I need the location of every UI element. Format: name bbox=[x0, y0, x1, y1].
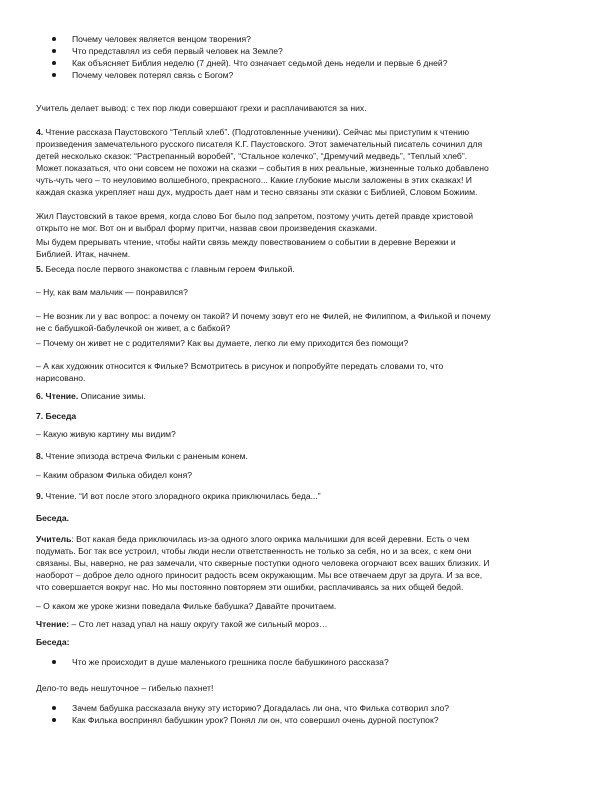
question-horse: – Каким образом Филька обидел коня? bbox=[36, 470, 193, 480]
reading-frost: Чтение: – Сто лет назад упал на нашу округу такой же сильный мороз… bbox=[36, 619, 328, 629]
list-item: Как объясняет Библия неделю (7 дней). Что означает седьмой день недели и первые 6 дней? bbox=[36, 57, 576, 69]
conversation-heading: Беседа. bbox=[36, 513, 70, 523]
question-picture: – Какую живую картину мы видим? bbox=[36, 429, 176, 439]
section-number: 4. bbox=[36, 127, 44, 137]
question-why-filka: – Не возник ли у вас вопрос: а почему он такой? И почему зовут его не Филей, не Филиппом, а Филькой и почему не с бабушкой-бабулечкой он живет, а с бабкой? bbox=[36, 311, 491, 333]
question-lesson: – О каком же уроке жизни поведала Фильке бабушка? Давайте прочитаем. bbox=[36, 601, 337, 611]
section-5-conversation: 5. Беседа после первого знакомства с главным героем Филькой. bbox=[36, 264, 295, 274]
list-item: Зачем бабушка рассказала внуку эту историю? Догадалась ли она, что Филька сотворил зло? bbox=[36, 702, 576, 714]
section-8-reading: 8. Чтение эпизода встреча Фильки с раненым конем. bbox=[36, 451, 248, 461]
bullet-list-sinner bbox=[36, 656, 576, 668]
section-6-reading: 6. Чтение. Описание зимы. bbox=[36, 391, 146, 401]
section-4-paustovsky: 4. Чтение рассказа Паустовского “Теплый хлеб”. (Подготовленные ученики). Сейчас мы приступим к чтению произведения замечательного русского писателя К.Г. Паустовского. Этот замечательный писатель сочинил для детей несколько сказок: “Растрепанный воробей”, “Стальное колечко”, “Дремучий медведь”, “Теплый хлеб”. Может показаться, что они совсем не похожи на сказки – события в них реальные, жизненные только добавлено чуть-чуть чего – то неуловимо волшебного, прекрасного... Какие глубокие мысли заложены в этих сказках! И каждая сказка укрепляет наш дух, мудрость дает нам и тесно связаны эти сказки с Библией, Словом Божиим. bbox=[36, 127, 489, 197]
list-item: Что представлял из себя первый человек на Земле? bbox=[36, 45, 576, 57]
paragraph-deadly-serious: Дело-то ведь нешуточное – гибелью пахнет! bbox=[36, 683, 214, 693]
section-9-reading: 9. Чтение. “И вот после этого злорадного окрика приключилась беда...” bbox=[36, 491, 321, 501]
paragraph-paustovsky-time: Жил Паустовский в такое время, когда слово Бог было под запретом, поэтому учить детей правде христовой открыто не мог. Вот он и выбрал форму притчи, назвав свои произведения сказками. bbox=[36, 211, 474, 233]
conversation-heading-2: Беседа: bbox=[36, 637, 70, 647]
list-item: Что же происходит в душе маленького грешника после бабушкиного рассказа? bbox=[36, 656, 576, 668]
list-item: Почему человек является венцом творения? bbox=[36, 33, 576, 45]
teacher-conclusion: Учитель делает вывод: с тех пор люди совершают грехи и расплачиваются за них. bbox=[36, 103, 367, 113]
bullet-list-final bbox=[36, 702, 576, 726]
bullet-list-questions bbox=[36, 33, 576, 81]
list-item: Почему человек потерял связь с Богом? bbox=[36, 69, 576, 81]
list-item: Как Филька воспринял бабушкин урок? Понял ли он, что совершил очень дурной поступок? bbox=[36, 714, 576, 726]
question-boy: – Ну, как вам мальчик — понравился? bbox=[36, 287, 188, 297]
teacher-paragraph: Учитель: Вот какая беда приключилась из-за одного злого окрика мальчишки для всей деревни. Есть о чем подумать. Бог так все устроил, чтобы люди несли ответственность не только за себя, но и за всех, с кем они связаны. Вы, наверно, не раз замечали, что скверные поступки одного человека огорчают всех ваших близких. И наоборот – доброе дело одного приносит радость всем окружающим. Мы все отвечаем друг за друга. И за все, что совершается вокруг нас. Но мы постоянно повторяем эти ошибки, расплачиваясь за них общей бедой. bbox=[36, 534, 490, 592]
question-parents: – Почему он живет не с родителями? Как вы думаете, легко ли ему приходится без помощи? bbox=[36, 338, 409, 348]
question-artist: – А как художник относится к Фильке? Всмотритесь в рисунок и попробуйте передать словами то, что нарисовано. bbox=[36, 361, 444, 383]
paragraph-interrupt-reading: Мы будем прерывать чтение, чтобы найти связь между повествованием о событии в деревне Вережки и Библией. Итак, начнем. bbox=[36, 237, 456, 259]
section-7-conversation: 7. Беседа bbox=[36, 411, 77, 421]
